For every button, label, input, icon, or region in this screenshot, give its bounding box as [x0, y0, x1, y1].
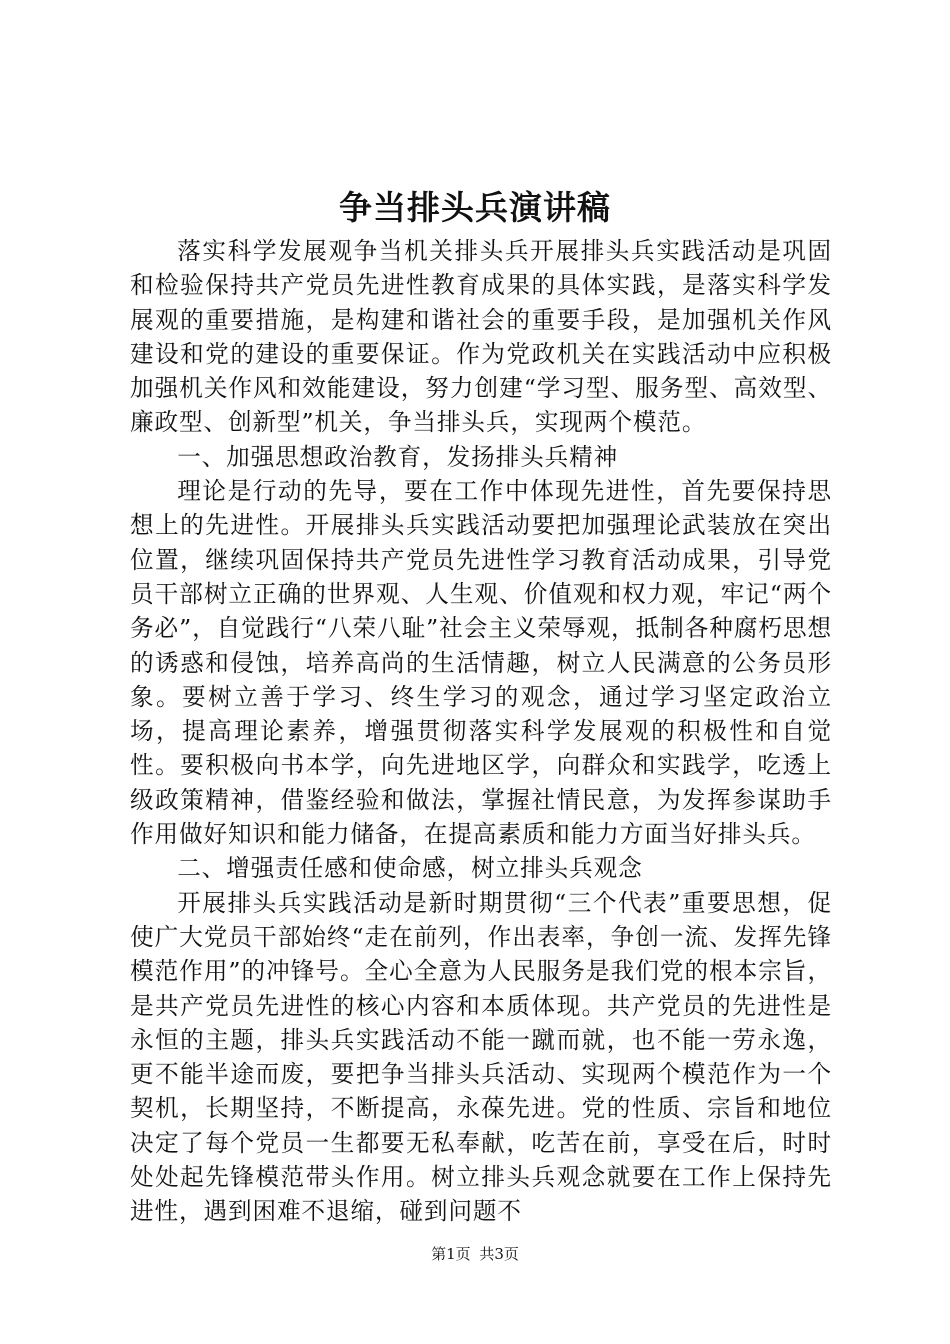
paragraph-section-1: 理论是行动的先导，要在工作中体现先进性，首先要保持思想上的先进性。开展排头兵实践活动要把加强理论武装放在突出位置，继续巩固保持共产党员先进性学习教育活动成果，引导党员干部树立正确的世界观、人生观、价值观和权力观，牢记“两个务必”，自觉践行“八荣八耻”社会主义荣辱观，抵制各种腐朽思想的诱惑和侵蚀，培养高尚的生活情趣，树立人民满意的公务员形象。要树立善于学习、终生学习的观念，通过学习坚定政治立场，提高理论素养，增强贯彻落实科学发展观的积极性和自觉性。要积极向书本学，向先进地区学，向群众和实践学，吃透上级政策精神，借鉴经验和做法，掌握社情民意，为发挥参谋助手作用做好知识和能力储备，在提高素质和能力方面当好排头兵。 [130, 477, 832, 849]
page-total: 共3页 [479, 1245, 519, 1263]
page-footer [0, 1244, 950, 1264]
paragraph-section-2: 开展排头兵实践活动是新时期贯彻“三个代表”重要思想，促使广大党员干部始终“走在前列，作出表率，争创一流、发挥先锋模范作用”的冲锋号。全心全意为人民服务是我们党的根本宗旨，是共产党员先进性的核心内容和本质体现。共产党员的先进性是永恒的主题，排头兵实践活动不能一蹴而就，也不能一劳永逸，更不能半途而废，要把争当排头兵活动、实现两个模范作为一个契机，长期坚持，不断提高，永葆先进。党的性质、宗旨和地位决定了每个党员一生都要无私奉献，吃苦在前，享受在后，时时处处起先锋模范带头作用。树立排头兵观念就要在工作上保持先进性，遇到困难不退缩，碰到问题不 [130, 888, 832, 1226]
document-body [130, 234, 832, 1229]
section-heading-2: 二、增强责任感和使命感，树立排头兵观念 [177, 854, 643, 883]
page-number: 第1页 [431, 1245, 471, 1263]
document-title: 争当排头兵演讲稿 [339, 188, 611, 227]
section-heading-1: 一、加强思想政治教育，发扬排头兵精神 [177, 442, 619, 471]
paragraph-intro: 落实科学发展观争当机关排头兵开展排头兵实践活动是巩固和检验保持共产党员先进性教育成果的具体实践，是落实科学发展观的重要措施，是构建和谐社会的重要手段，是加强机关作风建设和党的建设的重要保证。作为党政机关在实践活动中应积极加强机关作风和效能建设，努力创建“学习型、服务型、高效型、廉政型、创新型”机关，争当排头兵，实现两个模范。 [130, 237, 832, 437]
